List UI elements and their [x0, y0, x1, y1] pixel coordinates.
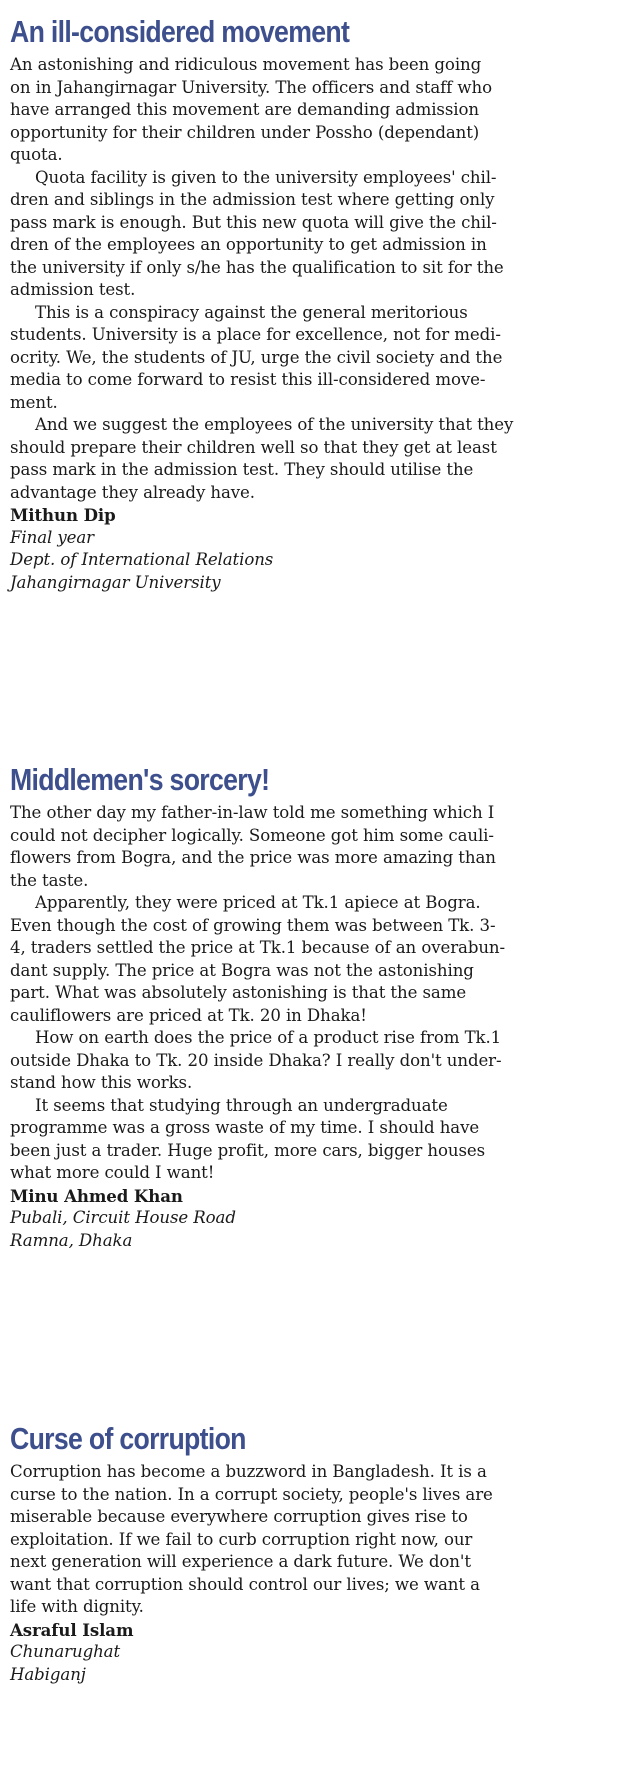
body-line: cauliflowers are priced at Tk. 20 in Dhaka! [10, 1005, 367, 1025]
letter-title: Middlemen's sorcery! [10, 762, 270, 797]
author-address-line: Jahangirnagar University [10, 572, 221, 592]
body-line: next generation will experience a dark future. We don't [10, 1552, 471, 1571]
body-line: ocrity. We, the students of JU, urge the civil society and the [10, 347, 503, 367]
body-line: life with dignity. [10, 1597, 144, 1616]
signature [10, 504, 610, 594]
body-line: How on earth does the price of a product rise from Tk.1 [35, 1028, 502, 1047]
body-line: curse to the nation. In a corrupt society, people's lives are [10, 1484, 493, 1504]
body-line: dant supply. The price at Bogra was not the astonishing [10, 960, 474, 980]
body-line: programme was a gross waste of my time. I should have [10, 1118, 480, 1137]
body-line: Corruption has become a buzzword in Bangladesh. It is a [10, 1462, 487, 1481]
body-line: flowers from Bogra, and the price was more amazing than [10, 848, 496, 867]
body-line: 4, traders settled the price at Tk.1 because of an overabun- [10, 938, 506, 957]
letter-body [10, 54, 610, 504]
body-line: could not decipher logically. Someone got him some cauli- [10, 825, 494, 845]
letter-1 [10, 14, 610, 594]
body-line: stand how this works. [10, 1073, 193, 1092]
letter-title: An ill-considered movement [10, 14, 350, 49]
body-line: And we suggest the employees of the university that they [35, 415, 514, 434]
body-line: Even though the cost of growing them was between Tk. 3- [10, 915, 496, 935]
signature [10, 1185, 610, 1253]
body-line: on in Jahangirnagar University. The officers and staff who [10, 77, 492, 97]
body-line: opportunity for their children under Possho (dependant) [10, 122, 480, 142]
body-line: media to come forward to resist this ill-considered move- [10, 370, 486, 389]
letter-title: Curse of corruption [10, 1421, 246, 1456]
body-line: the taste. [10, 870, 89, 890]
letter-3 [10, 1421, 610, 1686]
body-line: should prepare their children well so that they get at least [10, 437, 497, 457]
body-line: students. University is a place for excellence, not for medi- [10, 325, 501, 344]
body-line: pass mark is enough. But this new quota will give the chil- [10, 212, 497, 232]
body-line: have arranged this movement are demanding admission [10, 100, 479, 119]
body-line: pass mark in the admission test. They should utilise the [10, 460, 474, 479]
author-address-line: Pubali, Circuit House Road [10, 1208, 236, 1227]
body-line: what more could I want! [10, 1163, 215, 1182]
author-address-line: Chunarughat [10, 1642, 121, 1661]
body-line: the university if only s/he has the qualification to sit for the [10, 257, 504, 277]
author-name: Minu Ahmed Khan [10, 1185, 183, 1206]
body-line: An astonishing and ridiculous movement has been going [10, 55, 482, 74]
body-line: want that corruption should control our lives; we want a [10, 1574, 480, 1594]
letter-body [10, 1461, 610, 1619]
author-address-line: Habiganj [10, 1664, 86, 1684]
body-line: This is a conspiracy against the general meritorious [35, 302, 468, 322]
body-line: It seems that studying through an undergraduate [35, 1095, 448, 1115]
signature [10, 1619, 610, 1687]
body-line: admission test. [10, 280, 136, 299]
body-line: dren of the employees an opportunity to get admission in [10, 235, 487, 254]
body-line: Apparently, they were priced at Tk.1 apiece at Bogra. [35, 893, 481, 912]
author-address-line: Ramna, Dhaka [10, 1230, 133, 1250]
body-line: exploitation. If we fail to curb corruption right now, our [10, 1529, 473, 1549]
body-line: been just a trader. Huge profit, more cars, bigger houses [10, 1140, 486, 1160]
body-line: part. What was absolutely astonishing is that the same [10, 983, 467, 1002]
letter-body [10, 802, 610, 1185]
body-line: Quota facility is given to the university employees' chil- [35, 167, 497, 187]
body-line: miserable because everywhere corruption gives rise to [10, 1507, 468, 1526]
body-line: quota. [10, 145, 63, 164]
body-line: The other day my father-in-law told me something which I [10, 803, 495, 822]
author-address-line: Final year [10, 527, 95, 547]
author-name: Asraful Islam [10, 1619, 134, 1640]
body-line: dren and siblings in the admission test where getting only [10, 190, 495, 209]
letter-2 [10, 762, 610, 1252]
author-address-line: Dept. of International Relations [10, 550, 274, 569]
author-name: Mithun Dip [10, 505, 116, 525]
body-line: ment. [10, 392, 58, 412]
body-line: advantage they already have. [10, 482, 255, 502]
body-line: outside Dhaka to Tk. 20 inside Dhaka? I really don't under- [10, 1050, 502, 1070]
